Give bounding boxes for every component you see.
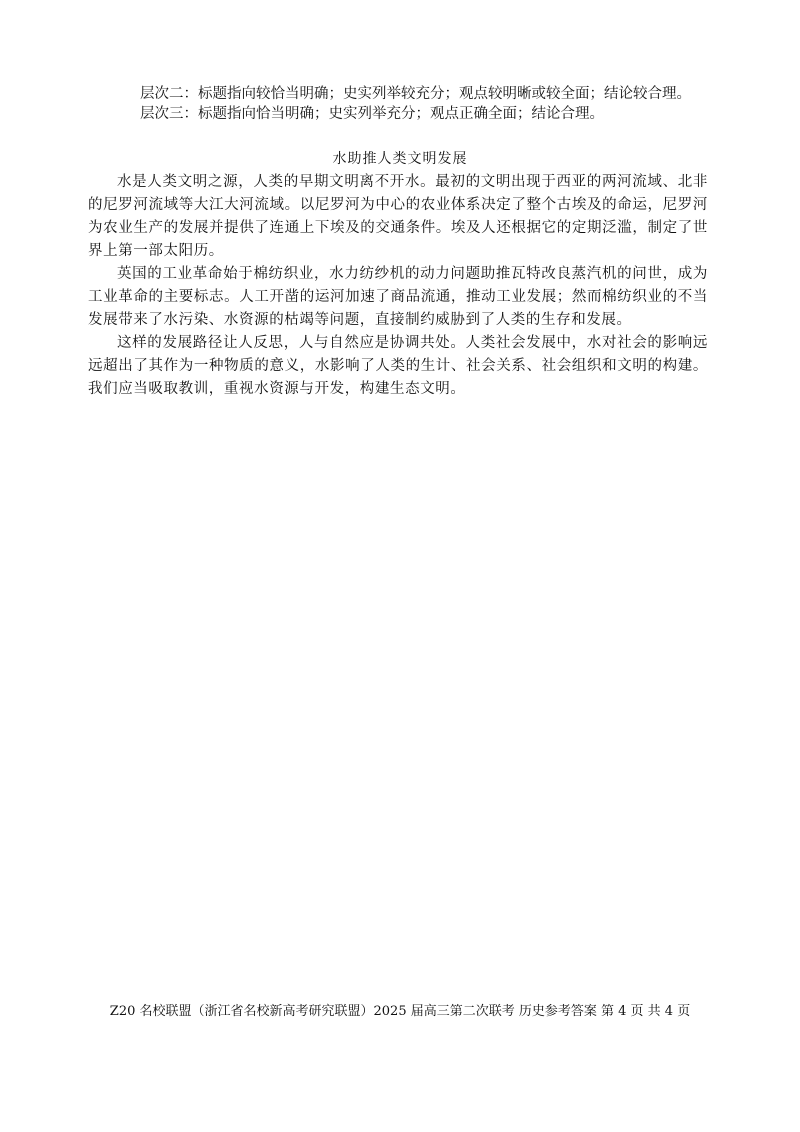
essay-paragraph-3: 这样的发展路径让人反思，人与自然应是协调共处。人类社会发展中，水对社会的影响远远超出了其作为一种物质的意义，水影响了人类的生计、社会关系、社会组织和文明的构建。我们应当吸取教训，重视水资源与开发，构建生态文明。	[88, 335, 708, 397]
page-footer: Z20 名校联盟（浙江省名校新高考研究联盟）2025 届高三第二次联考 历史参考答案 第 4 页 共 4 页	[109, 1004, 691, 1019]
essay-title: 水助推人类文明发展	[332, 151, 468, 167]
essay-paragraph-1: 水是人类文明之源，人类的早期文明离不开水。最初的文明出现于西亚的两河流域、北非的尼罗河流域等大江大河流域。以尼罗河为中心的农业体系决定了整个古埃及的命运，尼罗河为农业生产的发展并提供了连通上下埃及的交通条件。埃及人还根据它的定期泛滥，制定了世界上第一部太阳历。	[88, 174, 708, 259]
essay-paragraph-2: 英国的工业革命始于棉纺织业，水力纺纱机的动力问题助推瓦特改良蒸汽机的问世，成为工业革命的主要标志。人工开凿的运河加速了商品流通，推动工业发展；然而棉纺织业的不当发展带来了水污染、水资源的枯竭等问题，直接制约威胁到了人类的生存和发展。	[88, 266, 708, 328]
essay-body	[88, 171, 708, 401]
grading-level-two: 层次二：标题指向较恰当明确；史实列举较充分；观点较明晰或较全面；结论较合理。	[140, 86, 691, 102]
grading-level-three: 层次三：标题指向恰当明确；史实列举充分；观点正确全面；结论合理。	[140, 106, 604, 122]
